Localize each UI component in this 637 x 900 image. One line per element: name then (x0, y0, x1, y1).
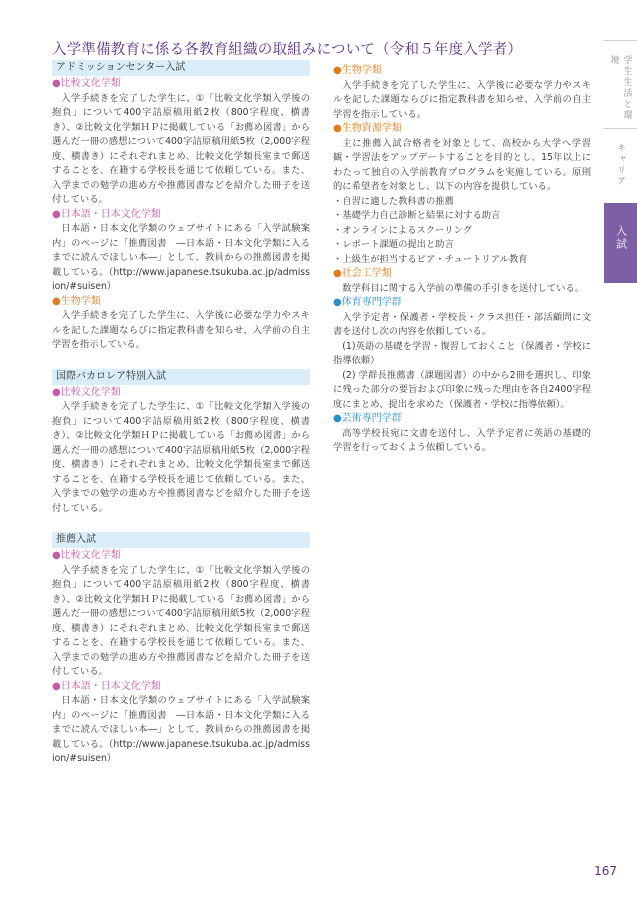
list-item: ・自習に適した教科書の推薦 (333, 195, 454, 207)
subhead-social-engineering: ●社会工学類 (333, 268, 392, 279)
right-column (333, 64, 591, 456)
paragraph: 入学予定者・保護者・学校長・クラス担任・部活顧問に文書を送付し次の内容を依頼している。 (333, 311, 591, 337)
section-header-recommendation: 推薦入試 (52, 532, 310, 548)
side-tab-label: 学生生活と環境 (608, 55, 632, 121)
paragraph: (2) 学群長推薦書（課題図書）の中から2冊を選択し、印象に残った部分の要旨および印象に残った理由を各自2400字程度にまとめ、提出を求めた（保護者・学校に指導依頼）。 (333, 369, 591, 410)
paragraph: 高等学校長宛に文書を送付し、入学予定者に英語の基礎的学習を行っておくよう依頼している。 (333, 427, 591, 453)
section-header-ib: 国際バカロレア特別入試 (52, 369, 310, 385)
side-tab-label: キャリア (615, 143, 625, 187)
subhead-comparative-culture: ●比較文化学類 (52, 386, 121, 398)
paragraph: 入学手続きを完了した学生に、①「比較文化学類入学後の抱負」について400字詰原稿用紙2枚（800字程度、横書き）、②比較文化学類ＨＰに掲載している「お薦め図書」から選んだ一冊の感想について400字詰原稿用紙5枚（2,000字程度、横書き）にそれぞれまとめ、比較文化学類長室まで郵送することを、在籍する学校長を通じて依頼している。また、入学までの勉学の進め方や推薦図書などを紹介した冊子を送付している。 (52, 564, 310, 677)
paragraph: 入学手続きを完了した学生に、①「比較文化学類入学後の抱負」について400字詰原稿用紙2枚（800字程度、横書き）、②比較文化学類ＨＰに掲載している「お薦め図書」から選んだ一冊の感想について400字詰原稿用紙5枚（2,000字程度、横書き）にそれぞれまとめ、比較文化学類長室まで郵送することを、在籍する学校長を通じて依頼している。また、入学までの勉学の進め方や推薦図書などを紹介した冊子を送付している。 (52, 401, 310, 514)
side-tab-career[interactable] (604, 128, 637, 203)
subhead-biology: ●生物学類 (333, 65, 382, 76)
subhead-physical-education: ●体育専門学群 (333, 297, 402, 308)
subhead-bioresources: ●生物資源学類 (333, 123, 402, 134)
side-tab-student-life[interactable] (604, 40, 637, 129)
program-list (333, 195, 591, 268)
list-item: ・基礎学力自己診断と結果に対する助言 (333, 210, 501, 221)
subhead-biology: ●生物学類 (52, 295, 101, 307)
paragraph: 日本語・日本文化学類のウェブサイトにある「入学試験案内」のページに「推薦図書 ―日本語・日本文化学類に入るまでに読んでほしい本―」として、教員からの推薦図書を掲載している。（http://www.japanese.tsukuba.ac.jp/admission/#suisen） (52, 695, 310, 764)
subhead-comparative-culture: ●比較文化学類 (52, 550, 121, 561)
side-tab-admissions[interactable] (604, 203, 637, 283)
subhead-art: ●芸術専門学群 (333, 413, 402, 424)
page-number: 167 (594, 864, 617, 878)
list-item: ・上級生が担当するピア・チュートリアル教育 (333, 253, 528, 265)
subhead-comparative-culture: ●比較文化学類 (52, 78, 121, 89)
list-item: ・オンラインによるスクーリング (333, 224, 472, 236)
paragraph: (1)英語の基礎を学習・復習しておくこと（保護者・学校に指導依頼） (333, 340, 591, 366)
paragraph: 入学手続きを完了した学生に、①「比較文化学類入学後の抱負」について400字詰原稿用紙2枚（800字程度、横書き）、②比較文化学類ＨＰに掲載している「お薦め図書」から選んだ一冊の感想について400字詰原稿用紙5枚（2,000字程度、横書き）にそれぞれまとめ、比較文化学類長室まで郵送することを、在籍する学校長を通じて依頼している。また、入学までの勉学の進め方や推薦図書などを紹介した冊子を送付している。 (52, 92, 310, 205)
list-item: ・レポート課題の提出と助言 (333, 239, 454, 250)
left-column (52, 60, 310, 767)
section-header-ao: アドミッションセンター入試 (52, 60, 310, 76)
side-tab-label: 入試 (614, 225, 628, 251)
paragraph: 数学科目に関する入学前の準備の手引きを送付している。 (342, 282, 585, 294)
paragraph: 入学手続きを完了した学生に、入学後に必要な学力やスキルを記した課題ならびに指定教科書を知らせ、入学前の自主学習を指示している。 (333, 79, 591, 120)
page-title: 入学準備教育に係る各教育組織の取組みについて（令和５年度入学者） (52, 42, 523, 58)
paragraph: 主に推薦入試合格者を対象として、高校から大学へ学習観・学習法をアップデートすることを目的とし、15年以上にわたって独自の入学前教育プログラムを実施している。原則的に希望者を対象とし、以下の内容を提供している。 (333, 137, 591, 192)
paragraph: 入学手続きを完了した学生に、入学後に必要な学力やスキルを記した課題ならびに指定教科書を知らせ、入学前の自主学習を指示している。 (52, 310, 310, 350)
subhead-japanese-language: ●日本語・日本文化学類 (52, 680, 161, 692)
subhead-japanese-language: ●日本語・日本文化学類 (52, 208, 161, 220)
paragraph: 日本語・日本文化学類のウェブサイトにある「入学試験案内」のページに「推薦図書 ―日本語・日本文化学類に入るまでに読んでほしい本―」として、教員からの推薦図書を掲載している。（http://www.japanese.tsukuba.ac.jp/admission/#suisen） (52, 223, 310, 292)
